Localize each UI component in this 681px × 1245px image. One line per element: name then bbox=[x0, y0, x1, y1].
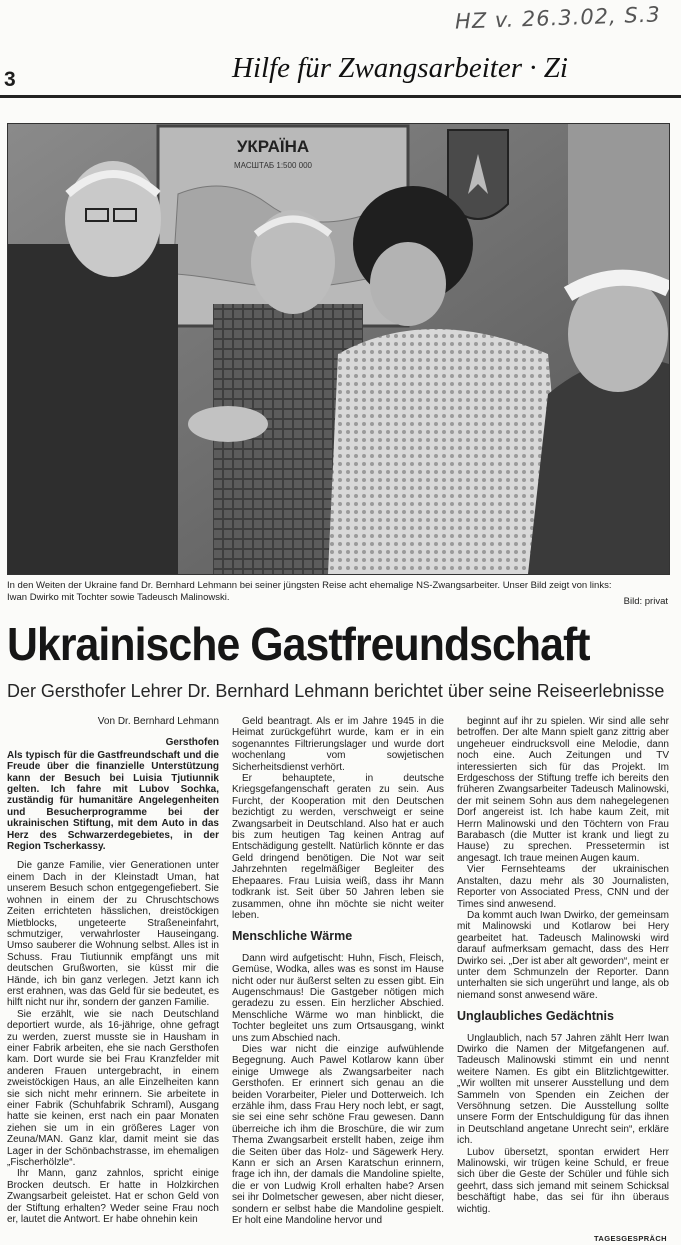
caption-line-1: In den Weiten der Ukraine fand Dr. Bernhard Lehmann bei seiner jüngsten Reise acht ehemalige NS-Zwangsarbeiter. Unser Bild zeigt von links: bbox=[7, 580, 612, 591]
article-column-1 bbox=[7, 716, 219, 1225]
subheading-menschliche-waerme: Menschliche Wärme bbox=[232, 929, 353, 944]
body-paragraph: Sie erzählt, wie sie nach Deutschland deportiert wurde, als 16-jährige, ohne gefragt zu werden, zuerst musste sie in Hausham in einer Fabrik arbeiten, ehe sie nach Gersthofen kam. Dort wurde sie bei Frau Kranzfelder mit anderen Frauen untergebracht, in einem zweistöckigen Haus, an alle Einzelheiten kann sie sich nicht mehr erinnern. Sie arbeitete in einer Fabrik (Schuhfabrik Schraml), Ausgang hatte sie keinen, erst nach ein paar Monaten ziehen sie um in ein größeres Lager von Zeuna/MAN. Ganz klar, damit meint sie das Lager in der Schönbachstrasse, im ehemaligen „Fischerhölzle“. bbox=[7, 1008, 219, 1169]
photo-illustration bbox=[8, 124, 669, 574]
photo-credit: Bild: privat bbox=[623, 596, 668, 607]
caption-line-2: Iwan Dwirko mit Tochter sowie Tadeusch Malinowski. bbox=[7, 591, 230, 603]
section-tag: TAGESGESPRÄCH bbox=[594, 1234, 667, 1243]
body-paragraph: Vier Fernsehteams der ukrainischen Anstalten, dazu mehr als 30 Journalisten, Reporter von Associated Press, CNN und der Times sind anwesend. bbox=[457, 864, 669, 910]
body-paragraph: Dies war nicht die einzige aufwühlende Begegnung. Auch Pawel Kotlarow kann über einige Umwege als Zwangsarbeiter nach Gersthofen. Er erinnert sich genau an die beiden Vorarbeiter, Pieler und Dotterweich. Ich erzähle ihm, dass Frau Hery noch lebt, er sagt, sie sei eine sehr schöne Frau gewesen. Dann überreiche ich ihm die Broschüre, die wir zum Thema Zwangsarbeit erstellt haben, zeige ihm die Seiten über das Holz- und Sägewerk Hery. Kann er sich an Arsen Karatschun erinnern, frage ich ihn, der damals die Mandoline spielte, die er von Ludwig Kroll erhalten habe? Arsen sei ihr Dolmetscher gewesen, aber nicht dieser, sondern er selbst habe die Mandoline gespielt. Er holt eine Mandoline hervor und bbox=[232, 1043, 444, 1227]
page-number: 3 bbox=[4, 68, 16, 91]
subheading-unglaubliches-gedaechtnis: Unglaubliches Gedächtnis bbox=[457, 1009, 614, 1024]
byline: Von Dr. Bernhard Lehmann bbox=[97, 716, 219, 727]
body-paragraph: beginnt auf ihr zu spielen. Wir sind alle sehr betroffen. Der alte Mann spielt ganz zittrig aber ungeheuer eindrucksvoll eine Melodie, dann noch eine. Auch Zeitungen und TV interessierten sich für das Projekt. Im Erdgeschoss der Stiftung treffe ich bereits den früheren Zwangsarbeiter Tadeusch Malinowski, der mit seinem Sohn aus dem nahegelegenen Dorf angereist ist. Ich habe kaum Zeit, mit Herrn Malinowski und den Töchtern von Frau Barabasch (die Mutter ist krank und liegt zu Hause) zu sprechen. Pressetermin ist angesagt. Ich traue meinen Augen kaum. bbox=[457, 716, 669, 864]
article-column-2 bbox=[232, 716, 444, 1226]
person-left bbox=[8, 244, 178, 574]
map-scale: МАСШТАБ 1:500 000 bbox=[234, 161, 312, 170]
article-subtitle: Der Gersthofer Lehrer Dr. Bernhard Lehmann berichtet über seine Reiseerlebnisse bbox=[7, 680, 665, 701]
lead-paragraph: Als typisch für die Gastfreundschaft und die Freude über die finanzielle Unterstützung kann der Besuch bei Luisia Tjutiunnik gelten. Ich fahre mit Lubov Sochka, zuständig für humanitäre Angelegenheiten und Besucherprogramme bei der ukrainischen Stiftung, mit dem Auto in das Herz des Schwarzerdegebietes, in der Region Tscherkassy. bbox=[7, 749, 219, 853]
article-headline: Ukrainische Gastfreundschaft bbox=[7, 618, 590, 670]
body-paragraph: Unglaublich, nach 57 Jahren zählt Herr Iwan Dwirko die Namen der Mitgefangenen auf. Tadeusch Malinowski stimmt ein und nennt weitere Namen. Es gibt ein Blitzlichtgewitter. „Wir wollten mit unserer Ausstellung und dem Sammeln von Spenden ein Zeichen der Versöhnung setzen. Die Ausstellung sollte unsere Form der Entschuldigung für das ihnen in Deutschland angetane Unrecht sein“, erkläre ich. bbox=[457, 1032, 669, 1147]
dateline: Gersthofen bbox=[165, 737, 219, 749]
handwritten-archive-note: HZ v. 26.3.02, S.3 bbox=[454, 2, 662, 34]
body-paragraph: Er behauptete, in deutsche Kriegsgefangenschaft geraten zu sein. Aus Furcht, der Kooperation mit den Deutschen bezichtigt zu werden, verschweigt er seine Zwangsarbeit in Deutschland. Also hat er auch bis zum heutigen Tag keinen Antrag auf Entschädigung gestellt. Natürlich könnte er das Geld dringend benötigen. Die Not war seit Jahrzehnten regelmäßiger Begleiter des Ehepaares. Frau Luisia weiß, dass ihr Mann todkrank ist. Seit über 50 Jahren leben sie zusammen, ohne ihn möchte sie nicht weiter leben. bbox=[232, 773, 444, 921]
header-rule bbox=[0, 95, 681, 98]
section-title: Hilfe für Zwangsarbeiter · Zi bbox=[232, 52, 568, 84]
body-paragraph: Da kommt auch Iwan Dwirko, der gemeinsam mit Malinowski und Kotlarow bei Hery gearbeitet hat. Tadeusch Malinowski wird darauf aufmerksam gemacht, dass des Herr Dwirko sei. „Der ist aber alt geworden“, meint er unter dem Schmunzeln der Reporter. Dann unterhalten sie sich ungerührt und lange, als ob niemand sonst anwesend wäre. bbox=[457, 909, 669, 1001]
article-photo bbox=[7, 123, 670, 575]
map-title: УКРАЇНА bbox=[236, 137, 310, 156]
body-paragraph: Dann wird aufgetischt: Huhn, Fisch, Fleisch, Gemüse, Wodka, alles was es sonst im Hause nicht oder nur äußerst selten zu essen gibt. Ein Augenschmaus! Die Gastgeber nötigen mich geradezu zu essen. Ein herzlicher Abschied. Menschliche Wärme wo man hinblickt, die Tochter begleitet uns zum Ortsausgang, winkt uns zum Abschied nach. bbox=[232, 952, 444, 1044]
body-paragraph: Lubov übersetzt, spontan erwidert Herr Malinowski, wir trügen keine Schuld, er freue sich über die Geste der Schüler und fühle sich geehrt, dass sich jemand mit seinem Schicksal beschäftigt habe, das sei für ihn überaus wichtig. bbox=[457, 1146, 669, 1215]
article-column-3 bbox=[457, 716, 669, 1215]
person-woman bbox=[328, 329, 568, 574]
body-paragraph: Geld beantragt. Als er im Jahre 1945 in die Heimat zurückgeführt wurde, kam er in ein sogenanntes Filtrierungslager und wurde dort wochenlang vom sowjetischen Sicherheitsdienst verhört. bbox=[232, 716, 444, 773]
body-paragraph: Ihr Mann, ganz zahnlos, spricht einige Brocken deutsch. Er hatte in Holzkirchen Zwangsarbeit geleistet. Hat er schon Geld von der Stiftung erhalten? Weder seine Frau noch er, lautet die Antwort. Er habe ohnehin kein bbox=[7, 1168, 219, 1226]
body-paragraph: Die ganze Familie, vier Generationen unter einem Dach in der Kleinstadt Uman, hat unserem Besuch schon entgegengefiebert. Sie wohnen in einem der zu Chruschtschows Zeiten errichteten hässlichen, dreistöckigen Mietblocks, ungeteerte Straßeneinfahrt, schmutziger, verwahrloster Hauseingang. Umso sauberer die Wohnung selbst. Alles ist in Schuss. Frau Tiutiunnik empfängt uns mit deutschen Grußworten, sie küsst mir die Hände, ich bin ganz verlegen. Jetzt kann ich erst erahnen, was das Geld für sie bedeutet, es hilft nicht nur ihr, sondern der ganzen Familie. bbox=[7, 860, 219, 1009]
